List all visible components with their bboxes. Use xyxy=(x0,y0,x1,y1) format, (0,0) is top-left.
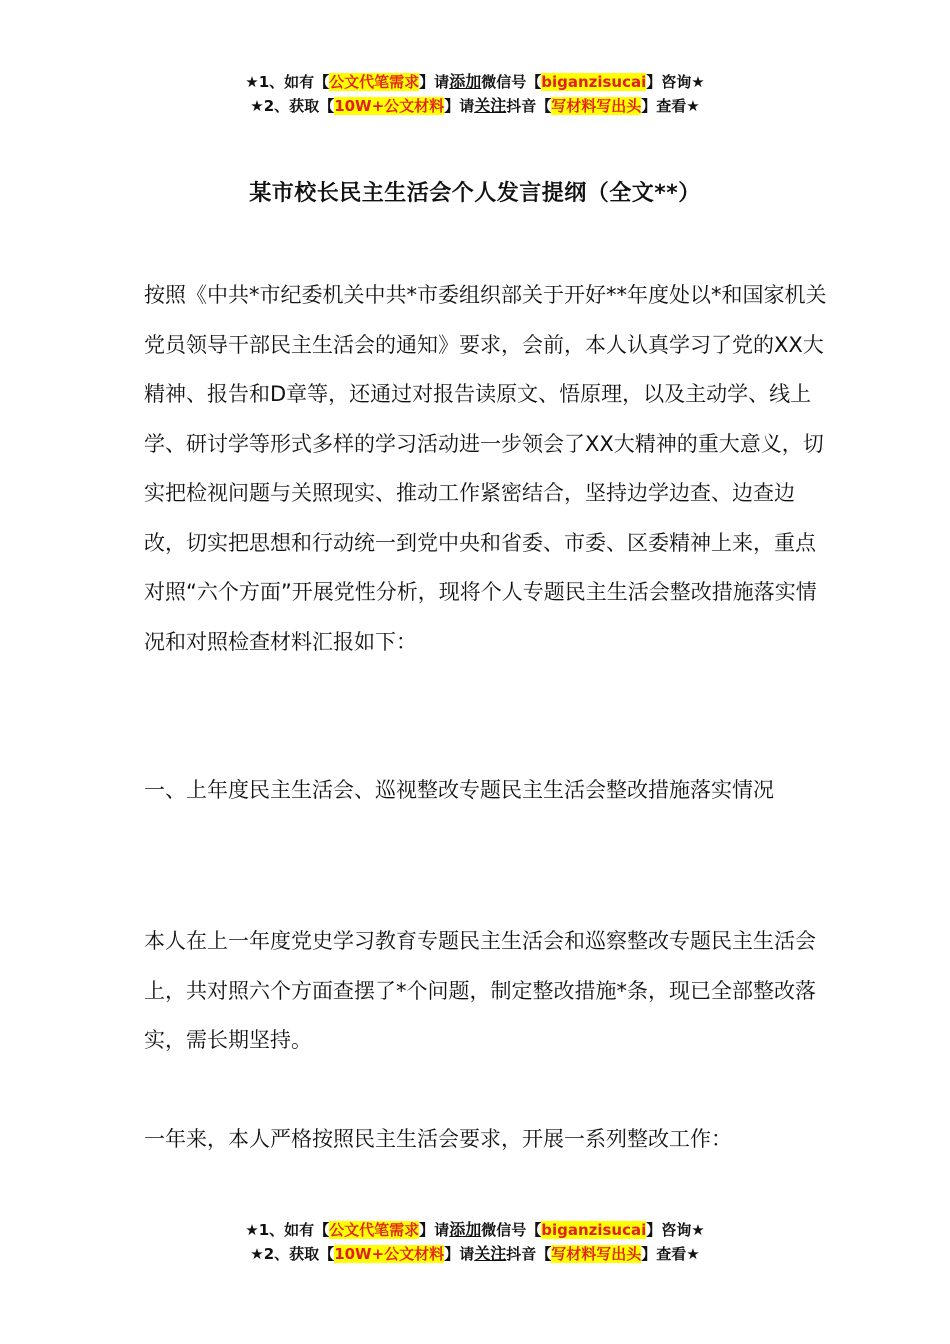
header-banner xyxy=(0,70,950,118)
heading-text: 一、上年度民主生活会、巡视整改专题民主生活会整改措施落实情况 xyxy=(144,778,774,802)
highlight-text: 10W+公文材料 xyxy=(334,97,445,115)
banner-text: 】请 xyxy=(419,73,450,91)
douyin-id-highlight: 写材料写出头 xyxy=(551,97,642,115)
paragraph-lead xyxy=(144,1115,834,1165)
document-title: 某市校长民主生活会个人发言提纲（全文**） xyxy=(249,181,701,206)
wechat-id-highlight: biganzisucai xyxy=(541,1221,647,1239)
paragraph-intro xyxy=(144,271,834,667)
underlined-text: 关注 xyxy=(474,1244,507,1263)
highlight-text: 公文代笔需求 xyxy=(329,73,420,91)
banner-line-1 xyxy=(0,70,950,94)
banner-text: ★1、如有【 xyxy=(245,73,330,91)
banner-text: 】请 xyxy=(419,1221,450,1239)
banner-text: ★1、如有【 xyxy=(245,1221,330,1239)
paragraph-text: 按照《中共*市纪委机关中共*市委组织部关于开好**年度处以*和国家机关党员领导干部民主生活会的通知》要求，会前，本人认真学习了党的XX大精神、报告和D章等，还通过对报告读原文、悟原理，以及主动学、线上学、研讨学等形式多样的学习活动进一步领会了XX大精神的重大意义，切实把检视问题与关照现实、推动工作紧密结合，坚持边学边查、边查边改，切实把思想和行动统一到党中央和省委、市委、区委精神上来，重点对照“六个方面”开展党性分析，现将个人专题民主生活会整改措施落实情况和对照检查材料汇报如下： xyxy=(144,283,827,654)
underlined-text: 添加 xyxy=(449,1220,482,1239)
highlight-text: 公文代笔需求 xyxy=(329,1221,420,1239)
banner-line-2 xyxy=(0,1242,950,1266)
banner-text: 】咨询★ xyxy=(646,73,705,91)
paragraph-text: 本人在上一年度党史学习教育专题民主生活会和巡察整改专题民主生活会上，共对照六个方面查摆了*个问题，制定整改措施*条，现已全部整改落实，需长期坚持。 xyxy=(144,929,816,1052)
banner-text: 】查看★ xyxy=(641,97,700,115)
banner-text: 微信号【 xyxy=(481,1221,542,1239)
banner-text: 抖音【 xyxy=(506,1245,552,1263)
paragraph-text: 一年来，本人严格按照民主生活会要求，开展一系列整改工作： xyxy=(144,1127,732,1151)
footer-banner xyxy=(0,1218,950,1266)
wechat-id-highlight: biganzisucai xyxy=(541,73,647,91)
banner-text: 】请 xyxy=(444,97,475,115)
banner-text: ★2、获取【 xyxy=(250,1245,335,1263)
section-heading xyxy=(144,766,834,816)
banner-line-1 xyxy=(0,1218,950,1242)
underlined-text: 添加 xyxy=(449,72,482,91)
banner-line-2 xyxy=(0,94,950,118)
highlight-text: 10W+公文材料 xyxy=(334,1245,445,1263)
banner-text: 微信号【 xyxy=(481,73,542,91)
banner-text: ★2、获取【 xyxy=(250,97,335,115)
banner-text: 】咨询★ xyxy=(646,1221,705,1239)
banner-text: 】查看★ xyxy=(641,1245,700,1263)
douyin-id-highlight: 写材料写出头 xyxy=(551,1245,642,1263)
paragraph-summary xyxy=(144,917,834,1066)
banner-text: 抖音【 xyxy=(506,97,552,115)
banner-text: 】请 xyxy=(444,1245,475,1263)
underlined-text: 关注 xyxy=(474,96,507,115)
